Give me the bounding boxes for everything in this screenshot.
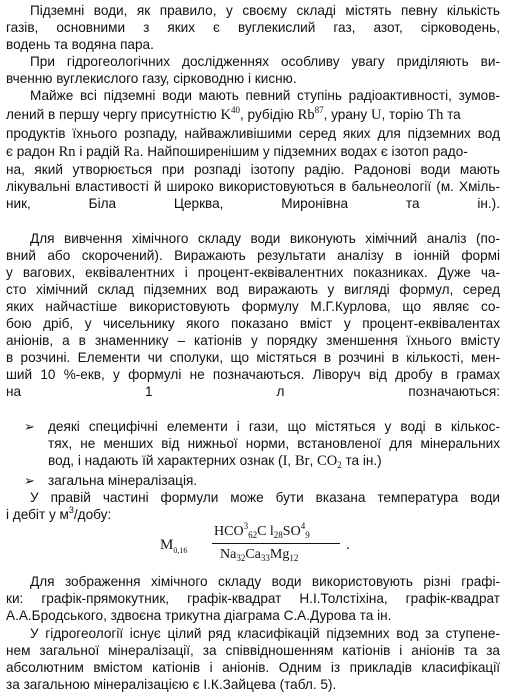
isotope-u: U [370,107,382,123]
text-line: яких найчастіше використовують формулу М.Г.Курлова, що являє со- [6,299,500,314]
text-line: ник, Біла Церква, Миронівна та ін.). [6,196,500,211]
isotope-k: $K^{40}$ [220,105,240,123]
text-line-isotopes-2: є радон Rn і радій Ra. Найпоширенішим у підземних водах є ізотоп радо- [6,144,468,160]
text-line: на, який утворюється при розпаді ізотопу радію. Радонові води мають [6,162,500,177]
text-line: А.А.Бродського, здвоєна трикутна діаграма С.А.Дурова та ін. [6,608,392,623]
bullet-arrow-icon: ➢ [24,473,35,488]
bullet-line: загальна мінералізація. [48,473,198,488]
text-line: При гідрогеологічних дослідженнях особливу увагу приділяють ви- [30,54,500,69]
text-line: за загальною мінералізацією є І.К.Зайцева (табл. 5). [6,677,337,692]
text-line: у вагових, еквівалентних і процент-еквівалентних показниках. Дуже ча- [6,265,500,280]
text-line-debit: і дебіт у $м^3$/добу: [6,505,112,522]
text-line: бою дріб, у чисельнику якого показано вміст у процент-еквівалентах [6,316,500,331]
text-line: водень та водяна пара. [6,37,154,52]
text-line: ки: графік-прямокутник, графік-квадрат Н.І.Толстіхіна, графік-квадрат [6,591,500,606]
text-line-isotopes-1: лений в першу чергу присутністю $K^{40}$, рубідію Rb$^{87}$, урану U, торію Th та [6,105,461,123]
ion-co2: $CO_2$ [317,453,342,470]
text-line: газів, основними з яких є вуглекислий газ, азот, сірководень, [6,20,500,35]
formula-denominator: $Na_{32}Ca_{33}Mg_{12}$ [220,547,299,563]
text-line: на 1 л позначаються: [6,384,500,399]
fraction-bar [212,543,340,544]
text-line: Для вивчення хімічного складу води виконують хімічний аналіз (по- [30,231,500,246]
text-line: У правій частині формули може бути вказана температура води [30,490,500,505]
kurlov-formula: $M_{0,16}$ $HCO^3_{62}C$ $l_{28}SO^4_9$ $Na_{32}Ca_{33}Mg_{12}$ . [160,521,350,563]
bullet-line-ions: вод, і надають їй характерних ознак (I, Br, $CO_2$ та ін.) [48,453,382,470]
text-line: в розчині. Елементи чи сполуки, що містяться в розчині в кількості, мен- [6,350,500,365]
text-line: Майже всі підземні води мають певний ступінь радіоактивності, зумов- [30,88,500,103]
text-line: абсолютним вмістом катіонів і аніонів. Одним із прикладів класифікації [6,660,500,675]
isotope-rn: Rn [58,144,76,160]
formula-numerator: $HCO^3_{62}C$ $l_{28}SO^4_9$ [214,521,310,540]
text-line: аніонів, а в знаменнику – катіонів у порядку зменшення їхнього вмісту [6,333,500,348]
formula-m: $M_{0,16}$ [160,537,188,555]
bullet-line: деякі специфічні елементи і гази, що містяться у воді в кількос- [48,419,500,434]
text-line: Для зображення хімічного складу води використовують різні графі- [30,574,500,589]
text-line: продуктів їхнього розпаду, найважливішими серед яких для підземних вод [6,126,500,141]
text-line: лікувальні властивості й широко використовуються в бальнеології (м. Хміль- [6,179,500,194]
bullet-arrow-icon: ➢ [24,419,35,434]
text-line: вченню вуглекислого газу, сірководню і кисню. [6,71,297,86]
text-line: сто хімічний склад підземних вод виражають у вигляді формул, серед [6,282,500,297]
text-line: нем загальної мінералізації, за співвідношенням катіонів і аніонів та за [6,643,500,658]
isotope-rb: Rb$^{87}$ [297,105,324,123]
text-line: У гідрогеології існує цілий ряд класифікацій підземних вод за ступене- [30,626,500,641]
text-line: вний або скорочений). Виражають результати аналізу в іонній формі [6,248,500,263]
bullet-line: тях, не менших від нижньої норми, встановленої для мінеральних [48,436,500,451]
isotope-ra: Ra [123,144,140,160]
text-line: Підземні води, як правило, у своєму складі містять певну кількість [30,3,500,18]
isotope-th: Th [427,107,444,123]
text-line: ший 10 %-екв, у формулі не позначаються. Ліворуч від дробу в грамах [6,367,500,382]
